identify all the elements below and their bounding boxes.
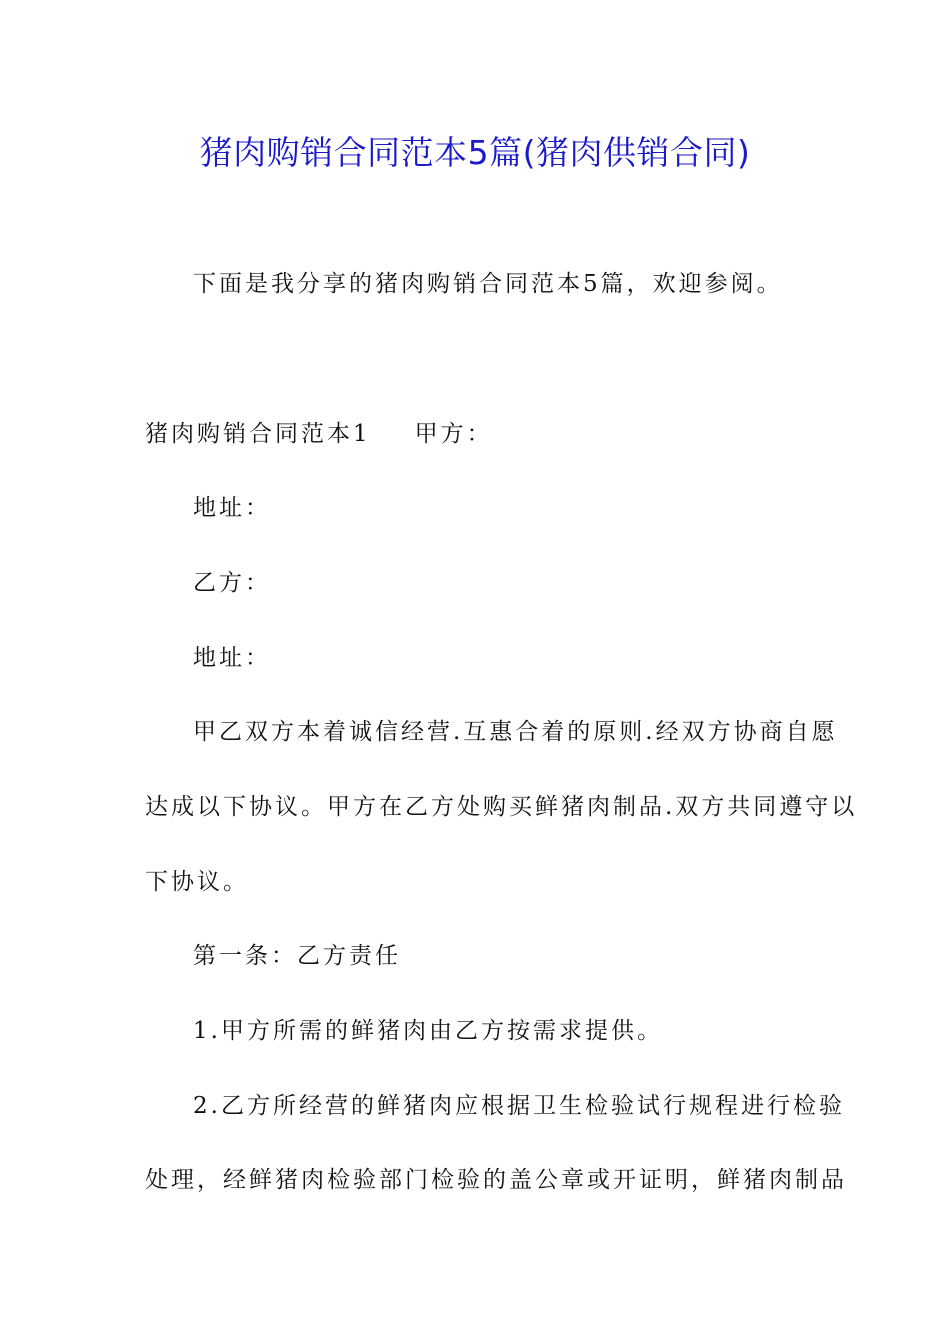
list-item: 2.乙方所经营的鲜猪肉应根据卫生检验试行规程进行检验 xyxy=(193,1093,845,1119)
section-heading-row xyxy=(145,418,493,450)
address-a-label: 地址： xyxy=(193,495,271,521)
document-title: 猪肉购销合同范本5篇(猪肉供销合同) xyxy=(199,133,751,172)
paragraph-line: 达成以下协议。甲方在乙方处购买鲜猪肉制品.双方共同遵守以 xyxy=(145,794,858,820)
paragraph-line: 甲乙双方本着诚信经营.互惠合着的原则.经双方协商自愿 xyxy=(193,719,838,745)
paragraph-line: 处理，经鲜猪肉检验部门检验的盖公章或开证明，鲜猪肉制品 xyxy=(145,1167,847,1193)
party-b-label: 乙方： xyxy=(193,570,271,596)
address-b-label: 地址： xyxy=(193,645,271,671)
list-item: 1.甲方所需的鲜猪肉由乙方按需求提供。 xyxy=(193,1018,663,1044)
intro-text: 下面是我分享的猪肉购销合同范本5篇，欢迎参阅。 xyxy=(193,271,783,297)
paragraph-line: 下协议。 xyxy=(145,869,249,895)
article-heading: 第一条：乙方责任 xyxy=(193,943,401,969)
section-heading: 猪肉购销合同范本1 xyxy=(145,421,371,447)
party-a-label: 甲方： xyxy=(414,421,493,447)
